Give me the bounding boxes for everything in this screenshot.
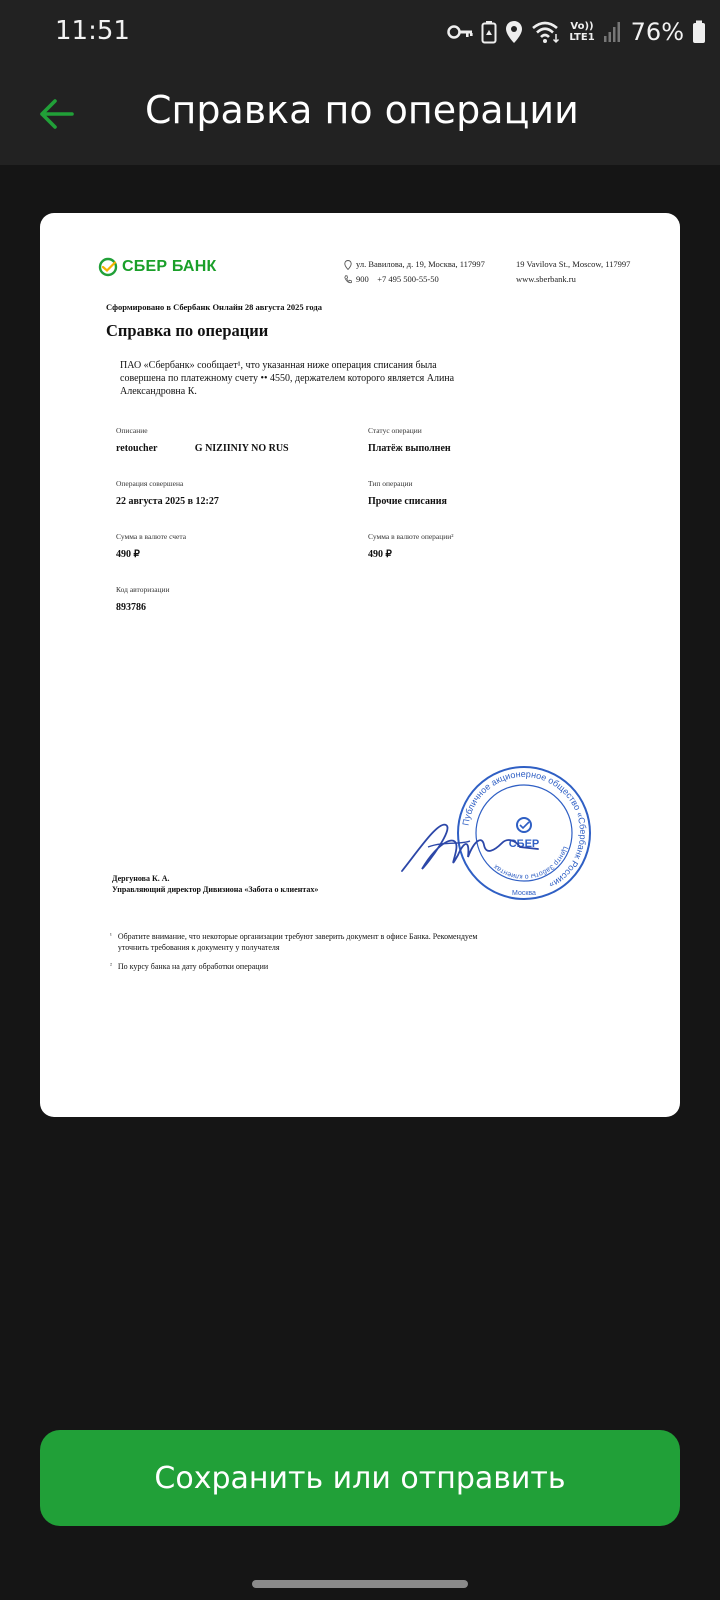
back-button[interactable]	[28, 86, 84, 142]
save-or-send-button[interactable]: Сохранить или отправить	[40, 1430, 680, 1526]
sber-logo-icon	[98, 257, 118, 277]
app-bar	[0, 66, 720, 165]
intro-text: ПАО «Сбербанк» сообщает¹, что указанная ниже операция списания была совершена по платежному счету •• 4550, держателем которого является Алина Александровна К.	[120, 360, 455, 397]
lte-label: LTE1	[569, 32, 595, 43]
footnote-2	[110, 961, 268, 972]
type-label: Тип операции	[368, 479, 413, 488]
footnote-1-text: Обратите внимание, что некоторые организации требуют заверить документ в офисе Банка. Рекомендуем уточнить требования к документу у получателя	[117, 932, 478, 952]
wifi-icon	[531, 20, 561, 44]
amount-account-field	[116, 532, 186, 560]
operation-certificate-document[interactable]	[40, 213, 680, 1117]
phone-text: 900 +7 495 500-55-50	[356, 274, 439, 284]
arrow-left-icon	[38, 98, 74, 130]
amount-operation-value: 490 ₽	[368, 549, 392, 560]
amount-operation-field	[368, 532, 454, 560]
signature	[398, 811, 548, 881]
auth-code-value: 893786	[116, 602, 146, 613]
sber-logo	[98, 257, 216, 277]
stamp-inner-text: Центр Заботы о клиентах	[492, 845, 569, 881]
status-icons	[447, 14, 706, 50]
type-field	[368, 479, 447, 507]
status-time: 11:51	[55, 16, 130, 46]
battery-percent: 76%	[630, 18, 684, 46]
amount-operation-label: Сумма в валюте операции²	[368, 532, 454, 541]
generated-date: Сформировано в Сбербанк Онлайн 28 августа 2025 года	[106, 302, 322, 312]
status-value: Платёж выполнен	[368, 443, 451, 454]
location-pin-icon	[344, 260, 352, 270]
page-title: Справка по операции	[145, 88, 579, 132]
website-text: www.sberbank.ru	[516, 274, 576, 284]
auth-code-field	[116, 585, 170, 613]
status-field	[368, 426, 451, 454]
address-ru-text: ул. Вавилова, д. 19, Москва, 117997	[356, 259, 485, 269]
amount-account-label: Сумма в валюте счета	[116, 532, 187, 541]
stamp-brand: СБЕР	[508, 838, 540, 850]
date-field	[116, 479, 219, 507]
footnote-2-text: По курсу банка на дату обработки операции	[117, 962, 269, 971]
date-value: 22 августа 2025 в 12:27	[116, 496, 219, 507]
battery-icon	[692, 20, 706, 44]
footnote-1-mark: ¹	[110, 933, 112, 939]
stamp-outer-text: Публичное акционерное общество «Сбербанк России»	[460, 768, 589, 891]
status-label: Статус операции	[368, 426, 422, 435]
description-label: Описание	[116, 426, 148, 435]
volte-label: Vo))	[570, 21, 594, 32]
description-value: retoucher G NIZIINIY NO RUS	[116, 443, 289, 454]
footnote-1	[110, 931, 510, 953]
footnote-2-mark: ²	[110, 963, 112, 969]
signer-title: Управляющий директор Дивизиона «Забота о клиентах»	[112, 885, 319, 894]
signer	[112, 873, 318, 895]
bank-address-ru	[344, 257, 485, 287]
address-en-text: 19 Vavilova St., Moscow, 117997	[516, 259, 631, 269]
signer-name: Дергунова К. А.	[112, 874, 170, 883]
document-title: Справка по операции	[106, 321, 269, 340]
network-type	[569, 21, 594, 43]
signal-icon	[603, 21, 621, 43]
description-field	[116, 426, 289, 454]
logo-text: СБЕР БАНК	[122, 258, 217, 275]
amount-account-value: 490 ₽	[116, 549, 140, 560]
location-icon	[505, 20, 523, 44]
home-indicator[interactable]	[252, 1580, 468, 1588]
date-label: Операция совершена	[116, 479, 184, 488]
key-icon	[447, 24, 473, 40]
recycle-battery-icon	[481, 20, 497, 44]
type-value: Прочие списания	[368, 496, 447, 507]
stamp-city: Москва	[512, 890, 536, 897]
bank-address-en	[516, 257, 630, 287]
status-bar	[0, 0, 720, 66]
phone-icon	[344, 275, 352, 284]
auth-code-label: Код авторизации	[116, 585, 170, 594]
